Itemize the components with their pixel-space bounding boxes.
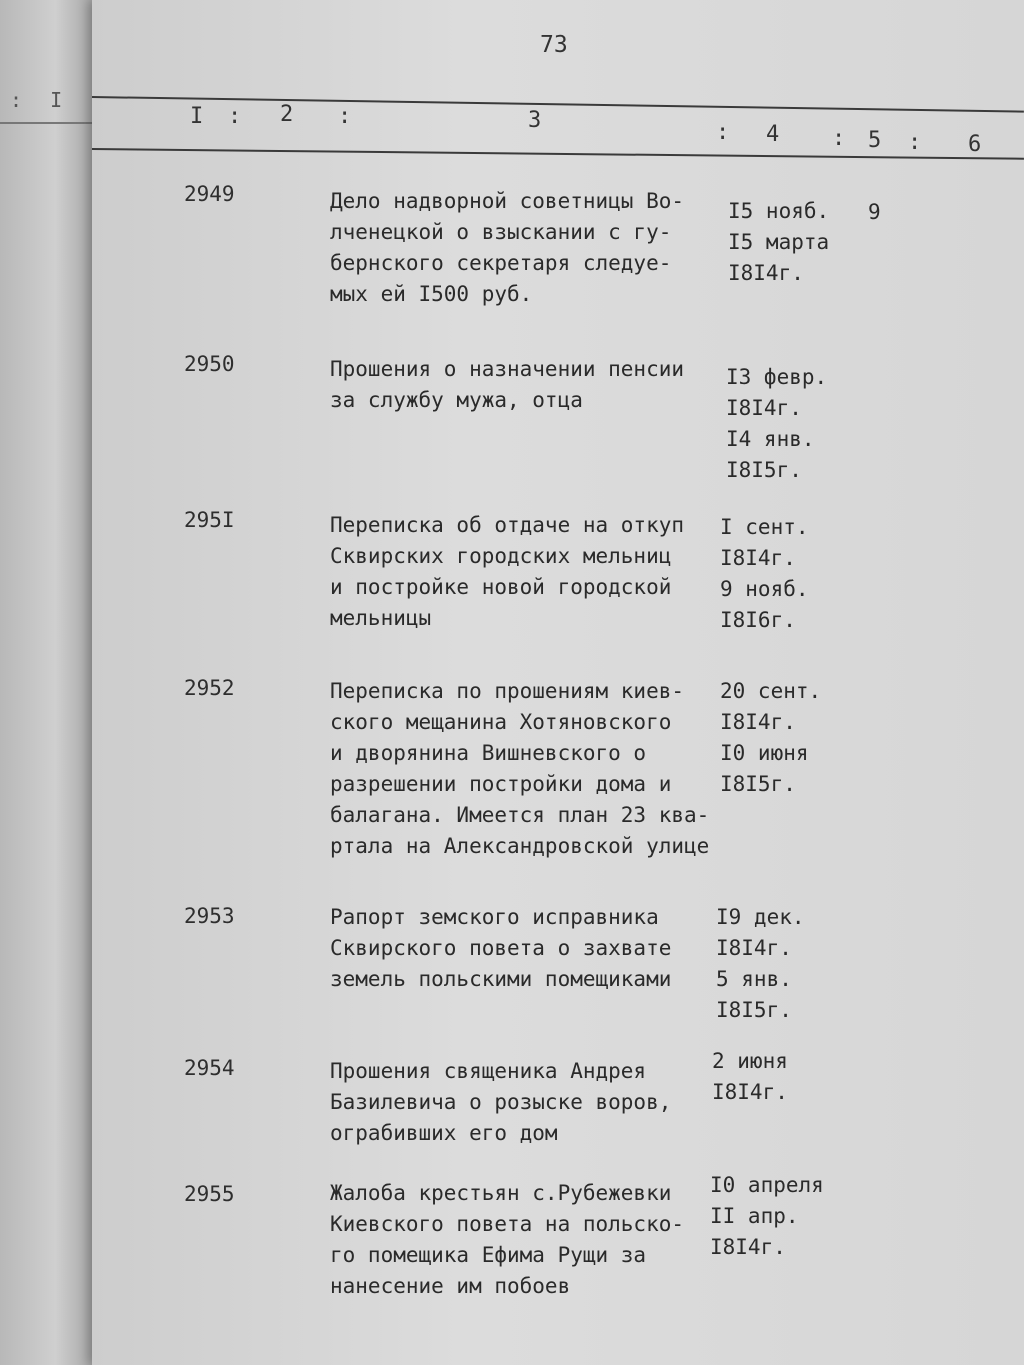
date-line: I8I4г. bbox=[726, 396, 802, 420]
date-line: I3 февр. bbox=[726, 365, 828, 389]
description-line: Сквирских городских мельниц bbox=[330, 544, 672, 568]
column-header-1: I bbox=[190, 104, 204, 129]
date-line: I8I4г. bbox=[728, 261, 804, 285]
record-number: 295I bbox=[184, 508, 235, 532]
column-header-6: 6 bbox=[968, 132, 982, 157]
date-line: I сент. bbox=[720, 515, 809, 539]
date-line: I5 нояб. bbox=[728, 199, 830, 223]
description-line: Прошения о назначении пенсии bbox=[330, 357, 685, 381]
column-header-sep: : bbox=[338, 104, 352, 129]
record-number: 2955 bbox=[184, 1182, 235, 1206]
description-line: земель польскими помещиками bbox=[330, 967, 672, 991]
record-dates bbox=[720, 676, 821, 800]
header-rule-bottom bbox=[92, 148, 1024, 160]
record-number: 2953 bbox=[184, 904, 235, 928]
date-line: 2 июня bbox=[712, 1049, 788, 1073]
date-line: I8I4г. bbox=[720, 546, 796, 570]
record-description bbox=[330, 676, 740, 862]
record-description bbox=[330, 1178, 740, 1302]
description-line: нанесение им побоев bbox=[330, 1274, 571, 1298]
description-line: Прошения священика Андрея bbox=[330, 1059, 647, 1083]
description-line: Жалоба крестьян с.Рубежевки bbox=[330, 1181, 672, 1205]
description-line: бернского секретаря следуе- bbox=[330, 251, 672, 275]
record-sheets: 9 bbox=[868, 200, 881, 224]
description-line: ского мещанина Хотяновского bbox=[330, 710, 672, 734]
record-dates bbox=[716, 902, 805, 1026]
date-line: I5 марта bbox=[728, 230, 830, 254]
record-dates bbox=[720, 512, 809, 636]
date-line: 5 янв. bbox=[716, 967, 792, 991]
date-line: I9 дек. bbox=[716, 905, 805, 929]
date-line: I8I5г. bbox=[720, 772, 796, 796]
description-line: Дело надворной советницы Во- bbox=[330, 189, 685, 213]
date-line: I4 янв. bbox=[726, 427, 815, 451]
description-line: Киевского повета на польско- bbox=[330, 1212, 685, 1236]
record-number: 2952 bbox=[184, 676, 235, 700]
description-line: балагана. Имеется план 23 ква- bbox=[330, 803, 710, 827]
date-line: I8I4г. bbox=[716, 936, 792, 960]
date-line: I8I4г. bbox=[720, 710, 796, 734]
record-description bbox=[330, 1056, 740, 1149]
description-line: мельницы bbox=[330, 606, 432, 630]
column-header-sep: : bbox=[832, 126, 846, 151]
record-description bbox=[330, 354, 740, 416]
record-number: 2954 bbox=[184, 1056, 235, 1080]
date-line: 20 сент. bbox=[720, 679, 822, 703]
column-header-sep: : bbox=[228, 104, 242, 129]
record-number: 2950 bbox=[184, 352, 235, 376]
previous-page-rule bbox=[0, 122, 92, 124]
date-line: I0 апреля bbox=[710, 1173, 824, 1197]
description-line: ограбивших его дом bbox=[330, 1121, 558, 1145]
column-header-3: 3 bbox=[528, 108, 542, 133]
column-header-4: 4 bbox=[766, 122, 780, 147]
description-line: го помещика Ефима Рущи за bbox=[330, 1243, 647, 1267]
record-number: 2949 bbox=[184, 182, 235, 206]
column-header-2: 2 bbox=[280, 102, 294, 127]
date-line: I8I4г. bbox=[712, 1080, 788, 1104]
previous-page-edge bbox=[0, 0, 92, 1365]
record-dates bbox=[712, 1046, 788, 1108]
description-line: Переписка по прошениям киев- bbox=[330, 679, 685, 703]
description-line: и дворянина Вишневского о bbox=[330, 741, 647, 765]
document-page bbox=[92, 0, 1024, 1365]
date-line: 9 нояб. bbox=[720, 577, 809, 601]
record-dates bbox=[728, 196, 829, 289]
description-line: Рапорт земского исправника bbox=[330, 905, 659, 929]
record-description bbox=[330, 510, 740, 634]
page-number: 73 bbox=[540, 32, 568, 58]
description-line: разрешении постройки дома и bbox=[330, 772, 672, 796]
description-line: мых ей I500 руб. bbox=[330, 282, 533, 306]
record-description bbox=[330, 902, 740, 995]
previous-page-header: : I bbox=[10, 88, 71, 112]
description-line: ртала на Александровской улице bbox=[330, 834, 710, 858]
description-line: Сквирского повета о захвате bbox=[330, 936, 672, 960]
record-dates bbox=[710, 1170, 824, 1263]
date-line: II апр. bbox=[710, 1204, 799, 1228]
column-header-sep: : bbox=[716, 120, 730, 145]
record-dates bbox=[726, 362, 827, 486]
date-line: I0 июня bbox=[720, 741, 809, 765]
description-line: и постройке новой городской bbox=[330, 575, 672, 599]
column-header-5: 5 bbox=[868, 128, 882, 153]
description-line: Базилевича о розыске воров, bbox=[330, 1090, 672, 1114]
date-line: I8I6г. bbox=[720, 608, 796, 632]
description-line: лченецкой о взыскании с гу- bbox=[330, 220, 672, 244]
date-line: I8I4г. bbox=[710, 1235, 786, 1259]
description-line: Переписка об отдаче на откуп bbox=[330, 513, 685, 537]
description-line: за службу мужа, отца bbox=[330, 388, 583, 412]
column-header-sep: : bbox=[908, 130, 922, 155]
date-line: I8I5г. bbox=[726, 458, 802, 482]
date-line: I8I5г. bbox=[716, 998, 792, 1022]
record-description bbox=[330, 186, 740, 310]
